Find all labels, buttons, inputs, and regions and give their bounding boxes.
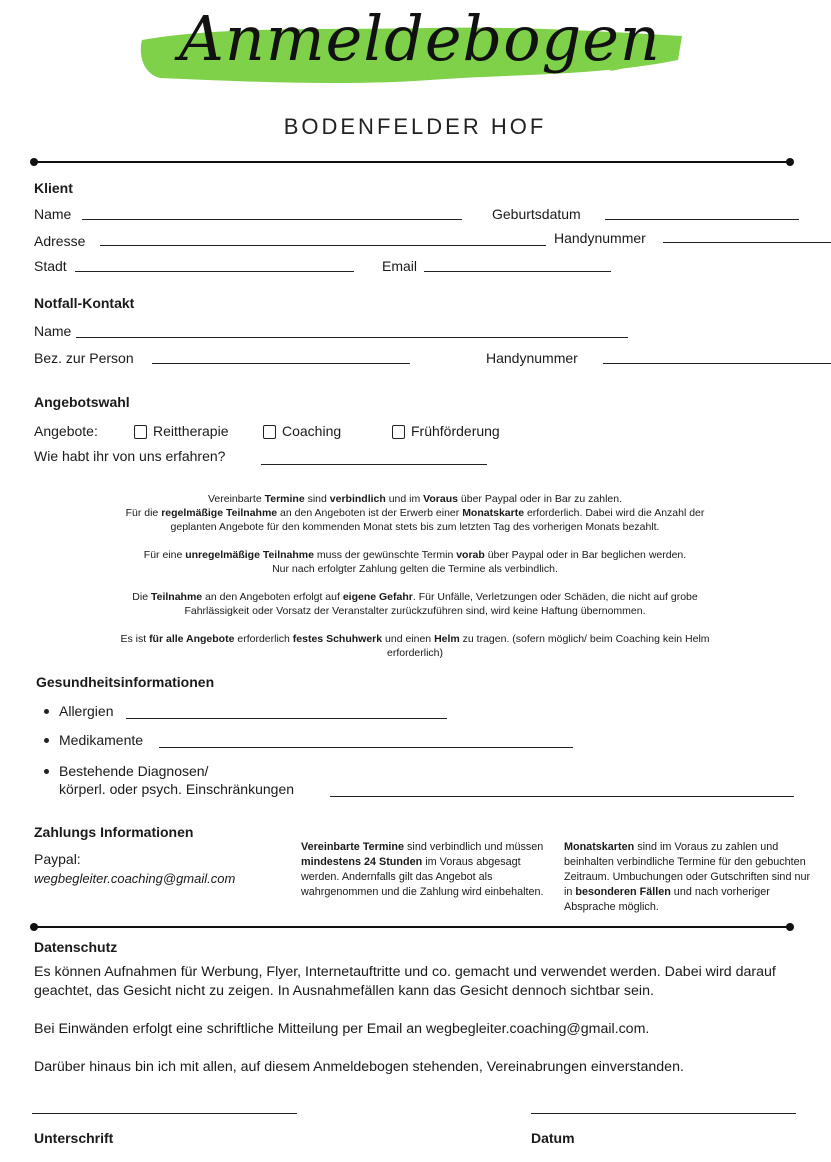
notfall-handynummer-label: Handynummer — [486, 350, 578, 366]
divider-top — [34, 161, 790, 163]
diagnosen-label-line1: Bestehende Diagnosen/ — [59, 763, 209, 779]
paypal-email: wegbegleiter.coaching@gmail.com — [34, 871, 236, 886]
klient-name-label: Name — [34, 206, 72, 222]
section-notfall-heading: Notfall-Kontakt — [34, 295, 135, 311]
section-datenschutz-heading: Datenschutz — [34, 939, 118, 955]
datum-label: Datum — [531, 1130, 575, 1146]
divider-bottom-dot-right — [786, 923, 794, 931]
divider-top-dot-left — [30, 158, 38, 166]
klient-geburtsdatum-label: Geburtsdatum — [492, 206, 581, 222]
angebote-label: Angebote: — [34, 423, 98, 439]
klient-email-field[interactable] — [424, 271, 611, 272]
klient-name-field[interactable] — [82, 219, 462, 220]
fruehfoerderung-checkbox[interactable] — [392, 425, 405, 439]
notice-haftung: Die Teilnahme an den Angeboten erfolgt auf eigene Gefahr. Für Unfälle, Verletzungen oder Schäden, die nicht auf grobe Fahrlässigkeit oder Vorsatz der Veranstalter zurückzuführen sind, wird keine Haftung übernommen. — [132, 591, 698, 617]
notfall-name-label: Name — [34, 323, 72, 339]
bullet-allergien — [44, 709, 49, 714]
klient-handynummer-field[interactable] — [663, 242, 831, 243]
klient-handynummer-label: Handynummer — [554, 230, 646, 246]
klient-stadt-field[interactable] — [75, 271, 354, 272]
section-angebot-heading: Angebotswahl — [34, 394, 130, 410]
divider-top-dot-right — [786, 158, 794, 166]
page-title: Anmeldebogen — [179, 2, 661, 75]
reittherapie-label: Reittherapie — [153, 423, 229, 439]
datenschutz-paragraph-2: Bei Einwänden erfolgt eine schriftliche Mitteilung per Email an wegbegleiter.coaching@gmail.com. — [34, 1021, 650, 1037]
allergien-label: Allergien — [59, 703, 114, 719]
notice-ausruestung: Es ist für alle Angebote erforderlich festes Schuhwerk und einen Helm zu tragen. (sofern möglich/ beim Coaching kein Helm erforderlich) — [120, 633, 710, 659]
notice-unregelmaessig: Für eine unregelmäßige Teilnahme muss der gewünschte Termin vorab über Paypal oder in Bar beglichen werden. Nur nach erfolgter Zahlung gelten die Termine als verbindlich. — [143, 549, 687, 575]
section-gesundheit-heading: Gesundheitsinformationen — [36, 674, 215, 690]
klient-email-label: Email — [382, 258, 418, 274]
klient-stadt-label: Stadt — [34, 258, 67, 274]
coaching-label: Coaching — [282, 423, 342, 439]
datenschutz-paragraph-1: Es können Aufnahmen für Werbung, Flyer, Internetauftritte und co. gemacht und verwendet werden. Dabei wird darauf geachtet, das Gesicht nicht zu zeigen. In Ausnahmefällen kann das Gesicht dennoch sichtbar sein. — [34, 964, 776, 999]
notice-termine: Vereinbarte Termine sind verbindlich und im Voraus über Paypal oder in Bar zu zahlen. Für die regelmäßige Teilnahme an den Angeboten ist der Erwerb einer Monatskarte erforderlich. Dabei wird die Anzahl der geplanten Angebote für den kommenden Monat stets bis zum letzten Tag des vorherigen Monats bezahlt. — [125, 493, 705, 533]
allergien-field[interactable] — [126, 718, 447, 719]
bullet-diagnosen — [44, 769, 49, 774]
reittherapie-checkbox[interactable] — [134, 425, 147, 439]
zahlung-monatskarten-note: Monatskarten sind im Voraus zu zahlen und beinhalten verbindliche Termine für den gebuchten Zeitraum. Umbuchungen oder Gutschriften sind nur in besonderen Fällen und nach vorheriger Absprache möglich. — [564, 841, 811, 913]
unterschrift-field[interactable] — [32, 1113, 297, 1114]
bullet-medikamente — [44, 738, 49, 743]
diagnosen-field[interactable] — [330, 796, 794, 797]
unterschrift-label: Unterschrift — [34, 1130, 114, 1146]
page-subtitle: BODENFELDER HOF — [283, 114, 547, 139]
notfall-bez-field[interactable] — [152, 363, 410, 364]
zahlung-termine-note: Vereinbarte Termine sind verbindlich und müssen mindestens 24 Stunden im Voraus abgesagt werden. Andernfalls gilt das Angebot als wahrgenommen und die Zahlung wird einbehalten. — [301, 841, 544, 898]
notfall-bez-label: Bez. zur Person — [34, 350, 134, 366]
section-zahlung-heading: Zahlungs Informationen — [34, 824, 194, 840]
fruehfoerderung-label: Frühförderung — [411, 423, 500, 439]
section-klient-heading: Klient — [34, 180, 73, 196]
klient-adresse-label: Adresse — [34, 233, 86, 249]
notfall-handynummer-field[interactable] — [603, 363, 831, 364]
referral-answer-field[interactable] — [261, 464, 487, 465]
diagnosen-label-line2: körperl. oder psych. Einschränkungen — [59, 781, 295, 797]
coaching-checkbox[interactable] — [263, 425, 276, 439]
datenschutz-paragraph-3: Darüber hinaus bin ich mit allen, auf diesem Anmeldebogen stehenden, Vereinabrungen einverstanden. — [34, 1059, 684, 1075]
medikamente-field[interactable] — [159, 747, 573, 748]
klient-adresse-field[interactable] — [100, 245, 546, 246]
divider-bottom-dot-left — [30, 923, 38, 931]
medikamente-label: Medikamente — [59, 732, 144, 748]
datum-field[interactable] — [531, 1113, 796, 1114]
referral-question-label: Wie habt ihr von uns erfahren? — [34, 448, 226, 464]
notfall-name-field[interactable] — [76, 337, 628, 338]
klient-geburtsdatum-field[interactable] — [605, 219, 799, 220]
paypal-label: Paypal: — [34, 851, 81, 867]
divider-bottom — [34, 926, 790, 928]
